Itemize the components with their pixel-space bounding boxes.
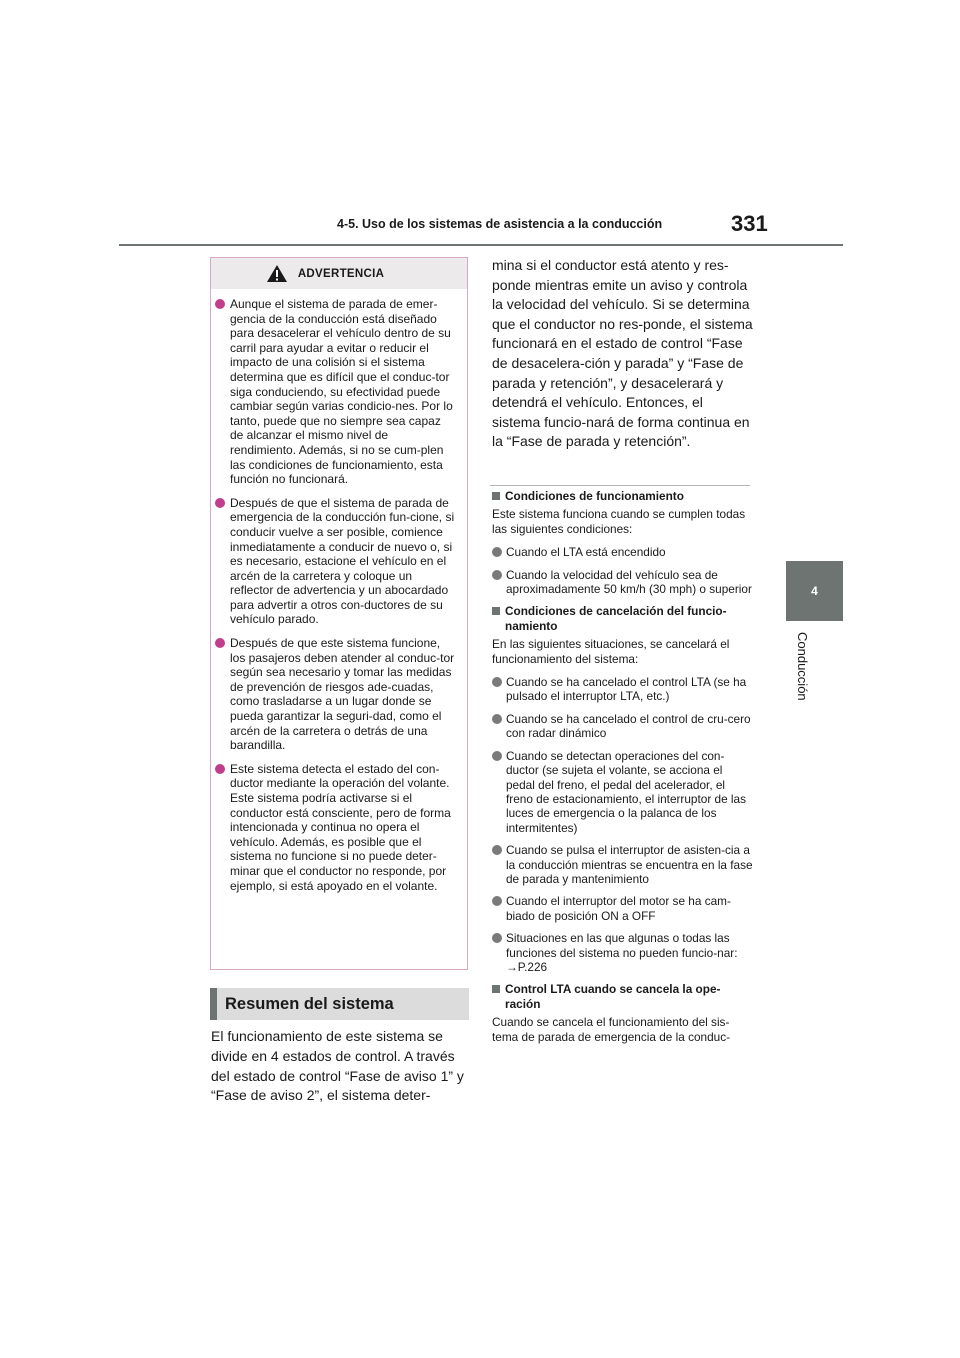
warning-box (210, 257, 468, 970)
section-intro: El funcionamiento de este sistema se divide en 4 estados de control. A través del estado de control “Fase de aviso 1” y “Fase de aviso 2”, el sistema deter- (211, 1028, 464, 1104)
page-number: 331 (731, 211, 768, 236)
warning-item-text: Este sistema detecta el estado del con-ductor mediante la operación del volante. Este sistema podría activarse si el conductor está consciente, pero de forma intencionada y continua no opera el vehículo. Además, es posible que el sistema no funcione si no puede deter-minar que el conductor no responde, por ejemplo, si está apoyado en el volante. (230, 761, 451, 893)
list-item-text: Cuando se pulsa el interruptor de asisten-cia a la conducción mientras se encuentra en la fase de parada y mantenimiento (506, 843, 753, 886)
list-item (492, 843, 754, 886)
list-item-text: Cuando se ha cancelado el control de cru-cero con radar dinámico (506, 711, 751, 741)
list-item-text: Situaciones en las que algunas o todas las funciones del sistema no pueden funcio-nar: →P.226 (506, 931, 738, 974)
list-item (492, 749, 754, 835)
warning-triangle-icon (266, 264, 288, 283)
chapter-header-title: 4-5. Uso de los sistemas de asistencia a la conducción (337, 217, 663, 231)
warning-header (211, 258, 467, 289)
section-intro-continuation: mina si el conductor está atento y res-ponde mientras emite un aviso y controla la velocidad del vehículo. Si se determina que el conductor no res-ponde, el sistema funcionará en el estado de control “Fase de desacelera-ción y parada” y “Fase de parada y retención”, y desacelerará y detendrá el vehículo. Entonces, el sistema funcio-nará de forma continua en la “Fase de parada y retención”. (492, 257, 753, 450)
warning-item-text: Aunque el sistema de parada de emer-gencia de la conducción está diseñado para desacelerar el vehículo dentro de su carril para ayudar a evitar o reducir el impacto de una colisión si el sistema determina que es difícil que el conduc-tor siga conduciendo, su efectividad puede cambiar según varias condicio-nes. Por lo tanto, puede que no siempre sea capaz de alcanzar el mismo nivel de rendimiento. Además, si no se cum-plen las condiciones de funcionamiento, esta función no funcionará. (230, 297, 453, 487)
operating-conditions-heading: Condiciones de funcionamiento (492, 489, 754, 503)
list-item (492, 894, 754, 923)
cancel-conditions-heading: Condiciones de cancelación del funcio-namiento (492, 604, 754, 633)
section-heading: Resumen del sistema (210, 988, 469, 1020)
warning-item-text: Después de que el sistema de parada de emergencia de la conducción fun-cione, si conducir vuelve a ser posible, comience inmediatamente a conducir de nuevo o, si es necesario, estacione el vehículo en el arcén de la carretera y coloque un reflector de advertencia y un abocardado para advertir a otros con-ductores de su vehículo parado. (230, 495, 455, 627)
warning-item (214, 762, 457, 893)
cancel-conditions-intro: En las siguientes situaciones, se cancelará el funcionamiento del sistema: (492, 637, 730, 666)
list-item-text: Cuando el LTA está encendido (506, 545, 666, 560)
bullet-icon (492, 677, 502, 687)
chapter-tab-number: 4 (811, 584, 818, 598)
bullet-icon (492, 714, 502, 724)
bullet-icon (215, 299, 225, 309)
bullet-icon (492, 547, 502, 557)
chapter-tab[interactable] (786, 561, 843, 621)
bullet-icon (492, 896, 502, 906)
warning-item (214, 297, 457, 487)
bullet-icon (492, 751, 502, 761)
list-item (492, 568, 754, 597)
warning-title: ADVERTENCIA (297, 267, 385, 280)
warning-item (214, 496, 457, 627)
list-item (492, 545, 754, 559)
list-item-text: Cuando la velocidad del vehículo sea de aproximadamente 50 km/h (30 mph) o superior (506, 567, 752, 597)
list-item (492, 675, 754, 704)
bullet-icon (215, 638, 225, 648)
bullet-icon (492, 845, 502, 855)
warning-item (214, 636, 457, 753)
chapter-tab-label: Conducción (795, 632, 810, 701)
column-divider (490, 485, 750, 486)
list-item (492, 931, 754, 974)
bullet-icon (492, 933, 502, 943)
bullet-icon (215, 764, 225, 774)
lta-control-text: Cuando se cancela el funcionamiento del sis-tema de parada de emergencia de la conduc- (492, 1015, 731, 1044)
bullet-icon (215, 498, 225, 508)
operating-conditions-intro: Este sistema funciona cuando se cumplen todas las siguientes condiciones: (492, 507, 746, 536)
list-item (492, 712, 754, 741)
lta-control-heading: Control LTA cuando se cancela la ope-ración (492, 982, 754, 1011)
warning-item-text: Después de que este sistema funcione, los pasajeros deben atender al conduc-tor según sea necesario y tomar las medidas de prevención de riesgos ade-cuadas, como trasladarse a un lugar donde se pueda garantizar la seguri-dad, como el arcén de la carretera o detrás de una barandilla. (230, 636, 455, 753)
list-item-text: Cuando se ha cancelado el control LTA (se ha pulsado el interruptor LTA, etc.) (506, 675, 747, 704)
list-item-text: Cuando se detectan operaciones del con-ductor (se sujeta el volante, se acciona el pedal del freno, el pedal del acelerador, el freno de estacionamiento, el interruptor de las luces de emergencia o la palanca de los intermitentes) (506, 748, 747, 835)
bullet-icon (492, 570, 502, 580)
right-column (492, 489, 754, 1053)
header-divider (119, 244, 843, 246)
list-item-text: Cuando el interruptor del motor se ha cam-biado de posición ON a OFF (506, 894, 731, 923)
